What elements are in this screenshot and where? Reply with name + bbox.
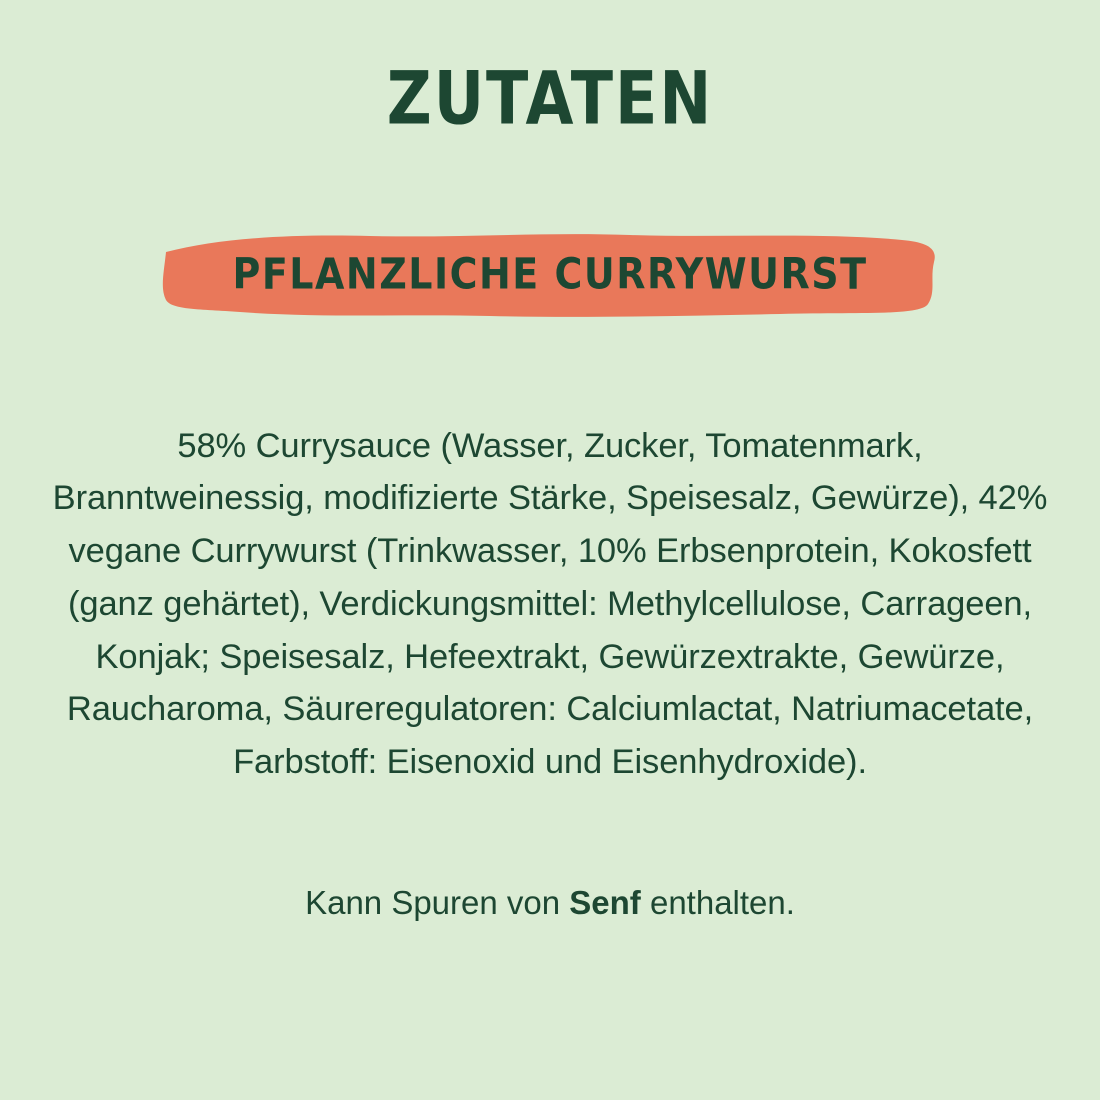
allergen-suffix: enthalten. [640,883,795,921]
product-banner [160,226,940,322]
product-name: PFLANZLICHE CURRYWURST [232,248,868,299]
allergen-highlight: Senf [569,883,641,921]
allergen-note [45,880,1055,926]
allergen-prefix: Kann Spuren von [305,883,570,921]
ingredients-list: 58% Currysauce (Wasser, Zucker, Tomatenmark, Branntweinessig, modifizierte Stärke, Speisesalz, Gewürze), 42% vegane Currywurst (Trinkwasser, 10% Erbsenprotein, Kokosfett (ganz gehärtet), Verdickungsmittel: Methylcellulose, Carrageen, Konjak; Speisesalz, Hefeextrakt, Gewürzextrakte, Gewürze, Raucharoma, Säureregulatoren: Calciumlactat, Natriumacetate, Farbstoff: Eisenoxid und Eisenhydroxide). [52,426,1048,782]
page-title: ZUTATEN [386,54,714,142]
